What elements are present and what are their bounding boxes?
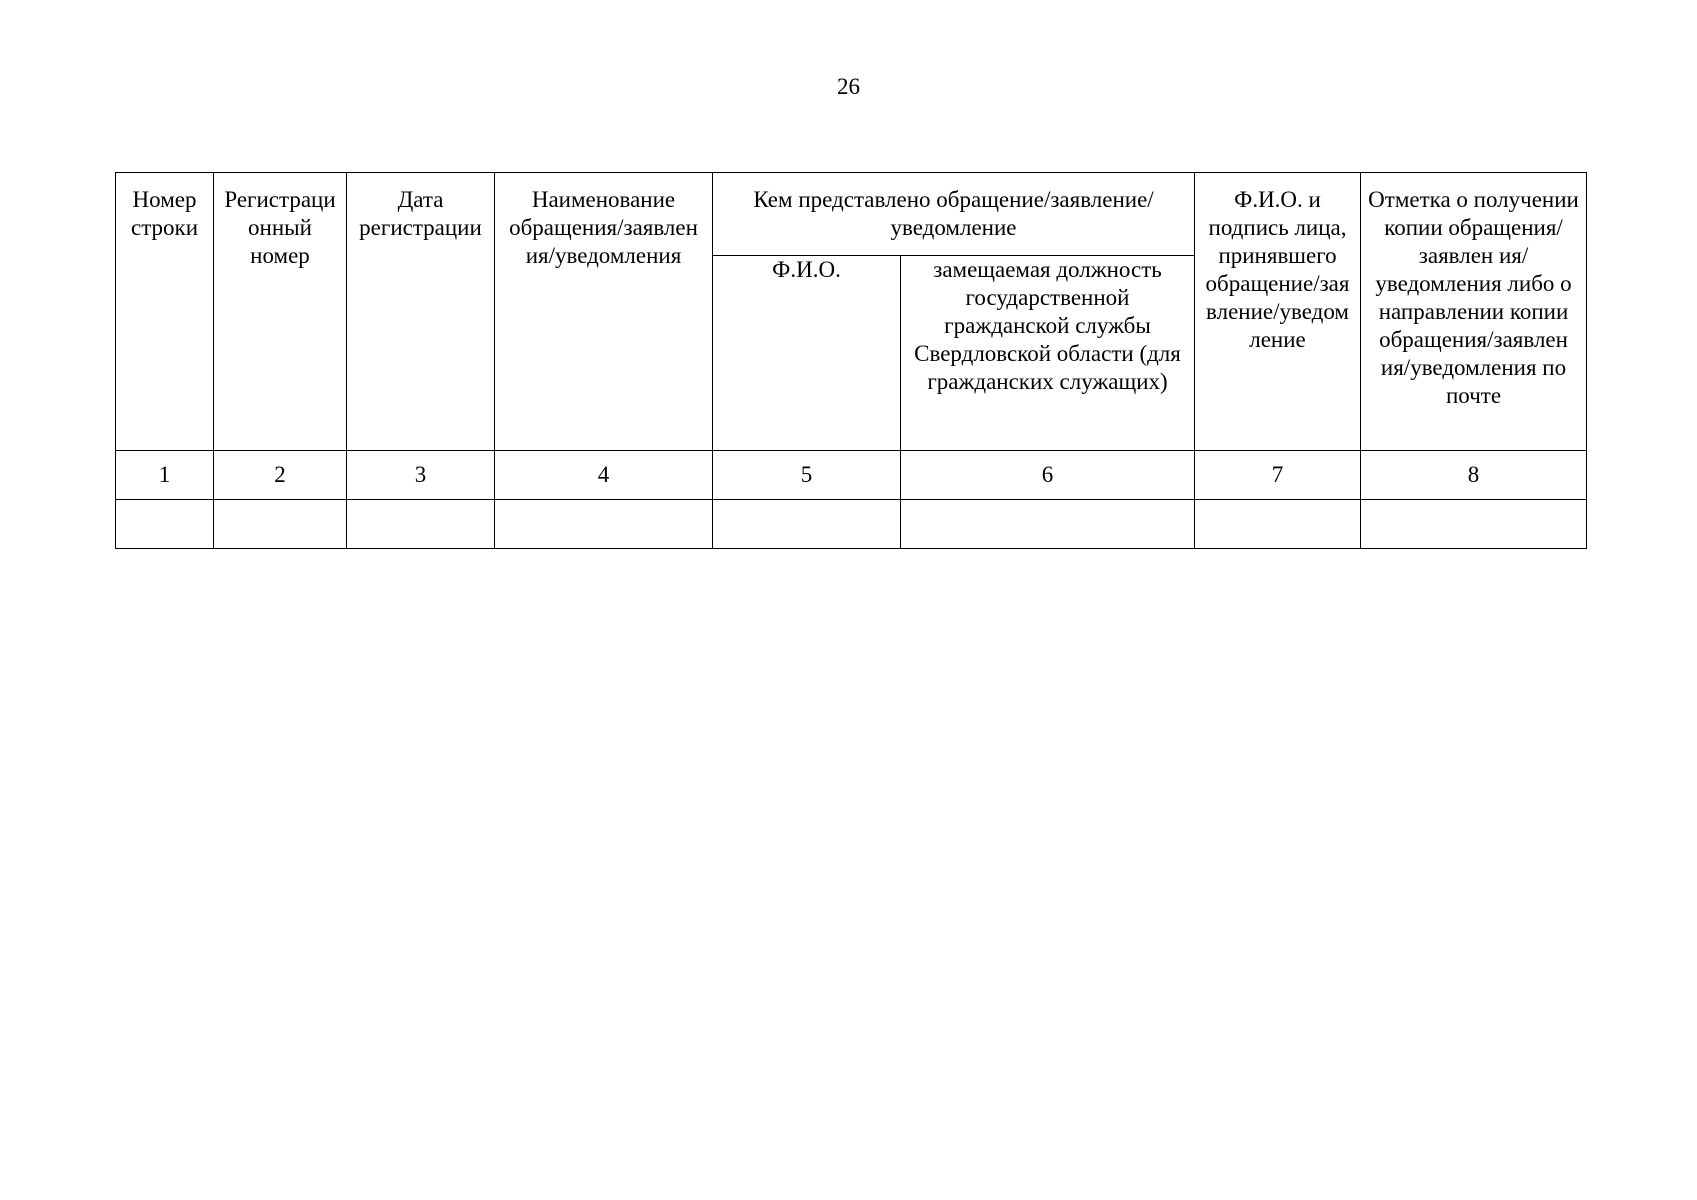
- table-cell: [713, 500, 901, 549]
- header-position: замещаемая должность государственной гражданской службы Свердловской области (для гражданских служащих): [901, 255, 1195, 450]
- table-cell: [116, 500, 214, 549]
- header-copy-note: Отметка о получении копии обращения/заявлен ия/уведомления либо о направлении копии обращения/заявлен ия/уведомления по почте: [1361, 173, 1587, 451]
- header-row-number: Номер строки: [116, 173, 214, 451]
- column-number: 4: [495, 451, 713, 500]
- column-number: 7: [1195, 451, 1361, 500]
- table-cell: [1361, 500, 1587, 549]
- column-number: 2: [214, 451, 347, 500]
- header-registration-date: Дата регистрации: [347, 173, 495, 451]
- table-cell: [495, 500, 713, 549]
- table-cell: [901, 500, 1195, 549]
- column-number: 1: [116, 451, 214, 500]
- column-number: 6: [901, 451, 1195, 500]
- table-cell: [214, 500, 347, 549]
- table-cell: [1195, 500, 1361, 549]
- empty-data-row: [116, 500, 1587, 549]
- header-row: [116, 173, 1587, 256]
- header-submitted-by: Кем представлено обращение/заявление/уведомление: [713, 173, 1195, 256]
- header-registration-number: Регистраци онный номер: [214, 173, 347, 451]
- header-full-name: Ф.И.О.: [713, 255, 901, 450]
- page-number: 26: [837, 74, 860, 99]
- column-number: 3: [347, 451, 495, 500]
- registration-table: [115, 172, 1587, 549]
- header-document-name: Наименование обращения/заявлен ия/уведомления: [495, 173, 713, 451]
- column-numbers-row: [116, 451, 1587, 500]
- header-receiver: Ф.И.О. и подпись лица, принявшего обращение/зая вление/уведом ление: [1195, 173, 1361, 451]
- column-number: 8: [1361, 451, 1587, 500]
- column-number: 5: [713, 451, 901, 500]
- table-cell: [347, 500, 495, 549]
